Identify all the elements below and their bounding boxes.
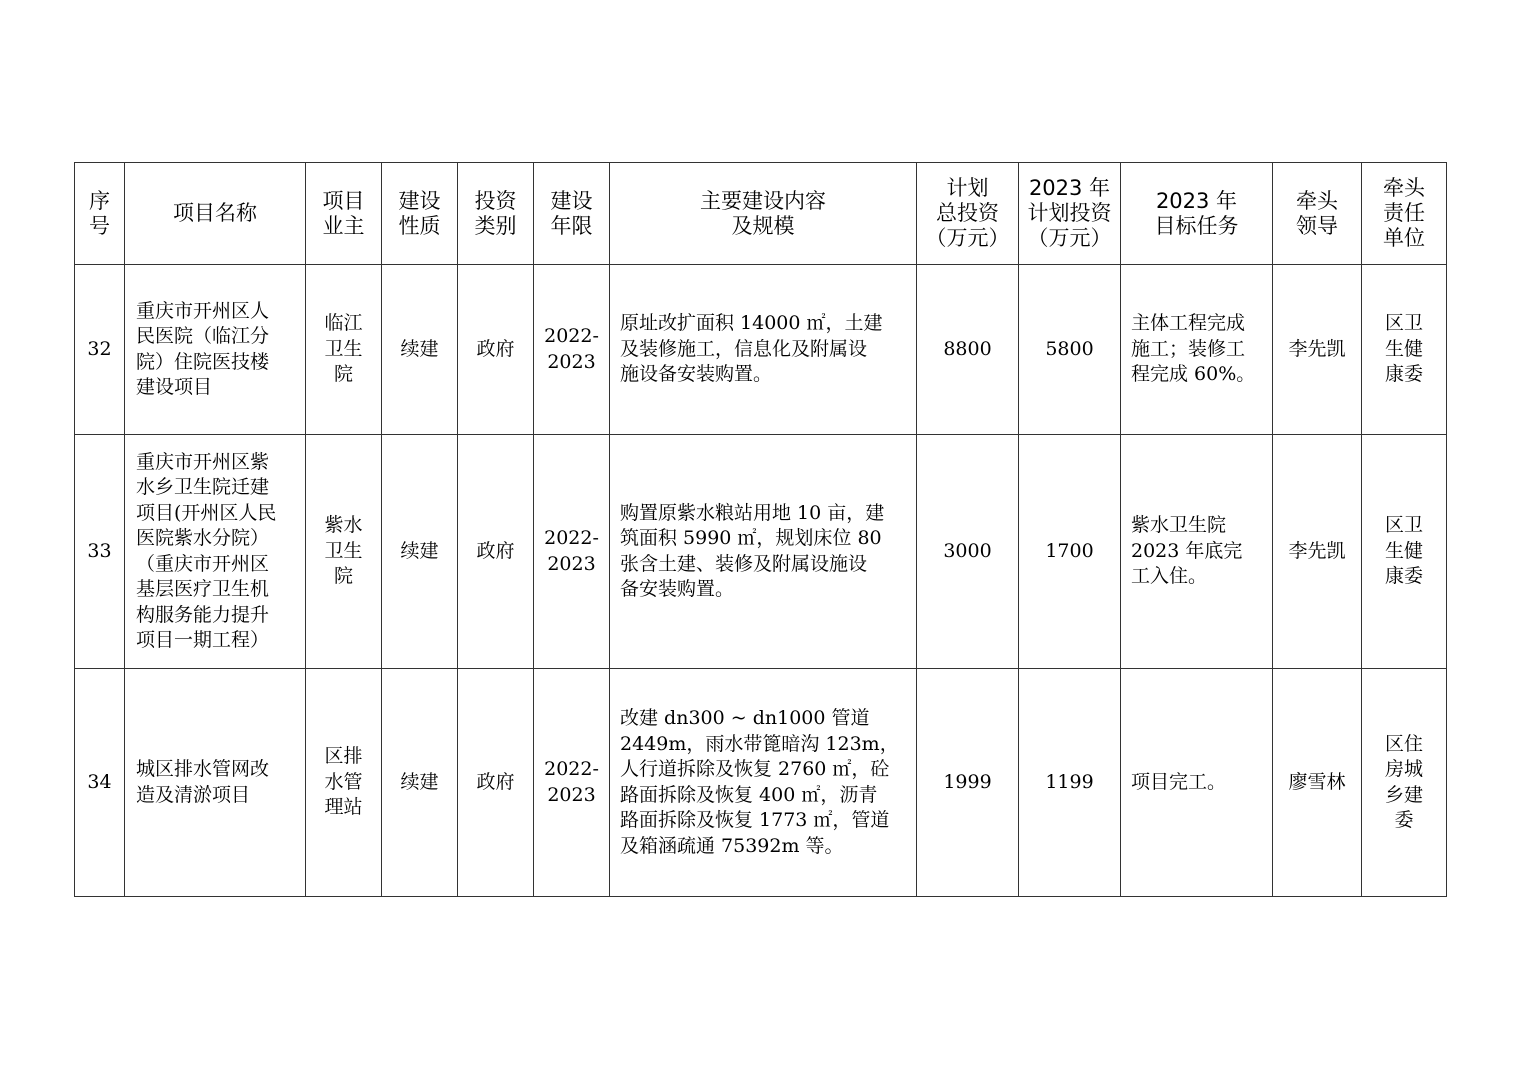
table-row: [75, 265, 1447, 435]
cell-content: 原址改扩面积 14000 ㎡，土建 及装修施工，信息化及附属设 施设备安装购置。: [610, 265, 917, 435]
cell-owner: 紫水 卫生 院: [306, 435, 382, 669]
table-row: [75, 669, 1447, 897]
cell-total-invest: 3000: [917, 435, 1019, 669]
cell-owner: 临江 卫生 院: [306, 265, 382, 435]
cell-unit: 区住 房城 乡建 委: [1362, 669, 1447, 897]
project-table: [74, 162, 1447, 897]
header-nature: 建设 性质: [382, 163, 458, 265]
header-owner: 项目 业主: [306, 163, 382, 265]
header-row: [75, 163, 1447, 265]
cell-no: 32: [75, 265, 125, 435]
cell-invest-type: 政府: [458, 435, 534, 669]
cell-leader: 廖雪林: [1273, 669, 1362, 897]
cell-plan-2023: 1199: [1019, 669, 1121, 897]
cell-name: 重庆市开州区紫 水乡卫生院迁建 项目(开州区人民 医院紫水分院） （重庆市开州区 基层医疗卫生机 构服务能力提升 项目一期工程）: [125, 435, 306, 669]
cell-unit: 区卫 生健 康委: [1362, 435, 1447, 669]
cell-target-2023: 紫水卫生院 2023 年底完 工入住。: [1121, 435, 1273, 669]
header-name: 项目名称: [125, 163, 306, 265]
cell-leader: 李先凯: [1273, 435, 1362, 669]
cell-content: 购置原紫水粮站用地 10 亩，建 筑面积 5990 ㎡，规划床位 80 张含土建、装修及附属设施设 备安装购置。: [610, 435, 917, 669]
cell-period: 2022- 2023: [534, 435, 610, 669]
cell-no: 34: [75, 669, 125, 897]
header-target-2023: 2023 年 目标任务: [1121, 163, 1273, 265]
cell-owner: 区排 水管 理站: [306, 669, 382, 897]
table-row: [75, 435, 1447, 669]
header-invest-type: 投资 类别: [458, 163, 534, 265]
cell-invest-type: 政府: [458, 669, 534, 897]
header-total-invest: 计划 总投资 （万元）: [917, 163, 1019, 265]
cell-plan-2023: 5800: [1019, 265, 1121, 435]
cell-total-invest: 1999: [917, 669, 1019, 897]
header-leader: 牵头 领导: [1273, 163, 1362, 265]
cell-nature: 续建: [382, 669, 458, 897]
cell-total-invest: 8800: [917, 265, 1019, 435]
cell-nature: 续建: [382, 265, 458, 435]
cell-no: 33: [75, 435, 125, 669]
cell-unit: 区卫 生健 康委: [1362, 265, 1447, 435]
cell-period: 2022- 2023: [534, 265, 610, 435]
header-plan-2023: 2023 年 计划投资 （万元）: [1019, 163, 1121, 265]
header-no: 序 号: [75, 163, 125, 265]
cell-name: 重庆市开州区人 民医院（临江分 院）住院医技楼 建设项目: [125, 265, 306, 435]
cell-period: 2022- 2023: [534, 669, 610, 897]
cell-leader: 李先凯: [1273, 265, 1362, 435]
cell-target-2023: 主体工程完成 施工；装修工 程完成 60%。: [1121, 265, 1273, 435]
cell-content: 改建 dn300 ~ dn1000 管道 2449m，雨水带篦暗沟 123m， 人行道拆除及恢复 2760 ㎡，砼 路面拆除及恢复 400 ㎡，沥青 路面拆除及恢复 1773 ㎡，管道 及箱涵疏通 75392m 等。: [610, 669, 917, 897]
cell-name: 城区排水管网改 造及清淤项目: [125, 669, 306, 897]
cell-target-2023: 项目完工。: [1121, 669, 1273, 897]
header-unit: 牵头 责任 单位: [1362, 163, 1447, 265]
header-period: 建设 年限: [534, 163, 610, 265]
cell-plan-2023: 1700: [1019, 435, 1121, 669]
cell-nature: 续建: [382, 435, 458, 669]
cell-invest-type: 政府: [458, 265, 534, 435]
header-content: 主要建设内容 及规模: [610, 163, 917, 265]
